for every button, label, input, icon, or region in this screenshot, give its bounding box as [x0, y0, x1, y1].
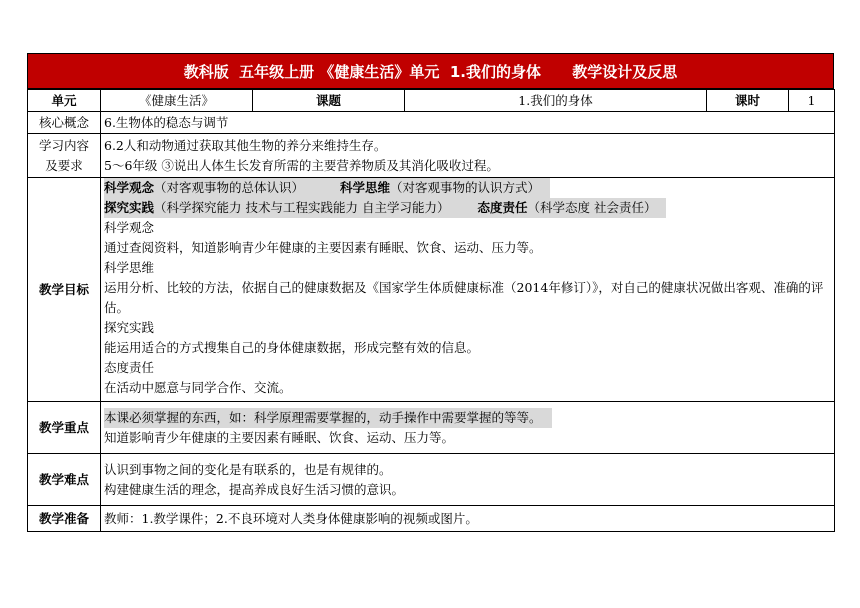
goal-heading-concept: 科学观念	[104, 220, 155, 235]
learning-content-value	[101, 134, 835, 178]
difficult-points-value	[101, 454, 835, 506]
unit-row	[28, 90, 835, 112]
goal-concept-title: 科学观念	[104, 180, 155, 195]
unit-label: 单元	[28, 90, 101, 112]
preparation-label: 教学准备	[28, 506, 101, 532]
goal-practice-note: （科学探究能力 技术与工程实践能力 自主学习能力）	[154, 200, 450, 215]
learning-content-line2: 5～6年级 ③说出人体生长发育所需的主要营养物质及其消化吸收过程。	[104, 157, 499, 173]
goal-thinking-title: 科学思维	[340, 180, 391, 195]
hours-label: 课时	[707, 90, 789, 112]
goal-heading-thinking: 科学思维	[104, 260, 155, 275]
core-concept-value: 6.生物体的稳态与调节	[101, 112, 835, 134]
goal-text-practice: 能运用适合的方式搜集自己的身体健康数据，形成完整有效的信息。	[104, 340, 480, 355]
teaching-goals-row	[28, 178, 835, 402]
goal-text-thinking: 运用分析、比较的方法，依据自己的健康数据及《国家学生体质健康标准（2014年修订）》，对自己的健康状况做出客观、准确的评估。	[104, 280, 824, 315]
learning-content-label-line1: 学习内容	[38, 137, 89, 153]
difficult-points-row	[28, 454, 835, 506]
learning-content-row	[28, 134, 835, 178]
learning-content-label-line2: 及要求	[45, 157, 83, 173]
teaching-goals-label: 教学目标	[28, 178, 101, 402]
learning-content-label	[28, 134, 101, 178]
lesson-plan-table	[27, 89, 835, 532]
topic-label: 课题	[253, 90, 405, 112]
teaching-goals-value	[101, 178, 835, 402]
key-points-note: 本课必须掌握的东西，如：科学原理需要掌握的，动手操作中需要掌握的等等。	[104, 408, 552, 428]
core-concept-row	[28, 112, 835, 134]
preparation-row	[28, 506, 835, 532]
goal-text-attitude: 在活动中愿意与同学合作、交流。	[104, 380, 292, 395]
preparation-value: 教师：1.教学课件；2.不良环境对人类身体健康影响的视频或图片。	[101, 506, 835, 532]
goal-heading-attitude: 态度责任	[104, 360, 155, 375]
key-points-row	[28, 402, 835, 454]
goal-attitude-title: 态度责任	[477, 200, 528, 215]
core-concept-label: 核心概念	[28, 112, 101, 134]
key-points-label: 教学重点	[28, 402, 101, 454]
hours-value: 1	[789, 90, 835, 112]
difficult-points-label: 教学难点	[28, 454, 101, 506]
unit-value: 《健康生活》	[101, 90, 253, 112]
goals-header-row1-highlight	[104, 178, 550, 198]
goals-header-row2-highlight	[104, 198, 666, 218]
goal-concept-note: （对客观事物的总体认识）	[154, 180, 305, 195]
goals-header-row2	[104, 198, 831, 218]
goal-thinking-note: （对客观事物的认识方式）	[390, 180, 541, 195]
goal-text-concept: 通过查阅资料，知道影响青少年健康的主要因素有睡眠、饮食、运动、压力等。	[104, 240, 542, 255]
document-title: 教科版 五年级上册 《健康生活》单元 1.我们的身体 教学设计及反思	[27, 53, 834, 89]
goal-heading-practice: 探究实践	[104, 320, 155, 335]
topic-value: 1.我们的身体	[405, 90, 707, 112]
goal-practice-title: 探究实践	[104, 200, 155, 215]
difficult-points-line1: 认识到事物之间的变化是有联系的，也是有规律的。	[104, 461, 392, 477]
difficult-points-line2: 构建健康生活的理念，提高养成良好生活习惯的意识。	[104, 481, 405, 497]
key-points-text: 知道影响青少年健康的主要因素有睡眠、饮食、运动、压力等。	[104, 429, 455, 445]
goals-header-row1	[104, 178, 831, 198]
goal-attitude-note: （科学态度 社会责任）	[527, 200, 657, 215]
key-points-value	[101, 402, 835, 454]
learning-content-line1: 6.2人和动物通过获取其他生物的养分来维持生存。	[104, 137, 387, 153]
